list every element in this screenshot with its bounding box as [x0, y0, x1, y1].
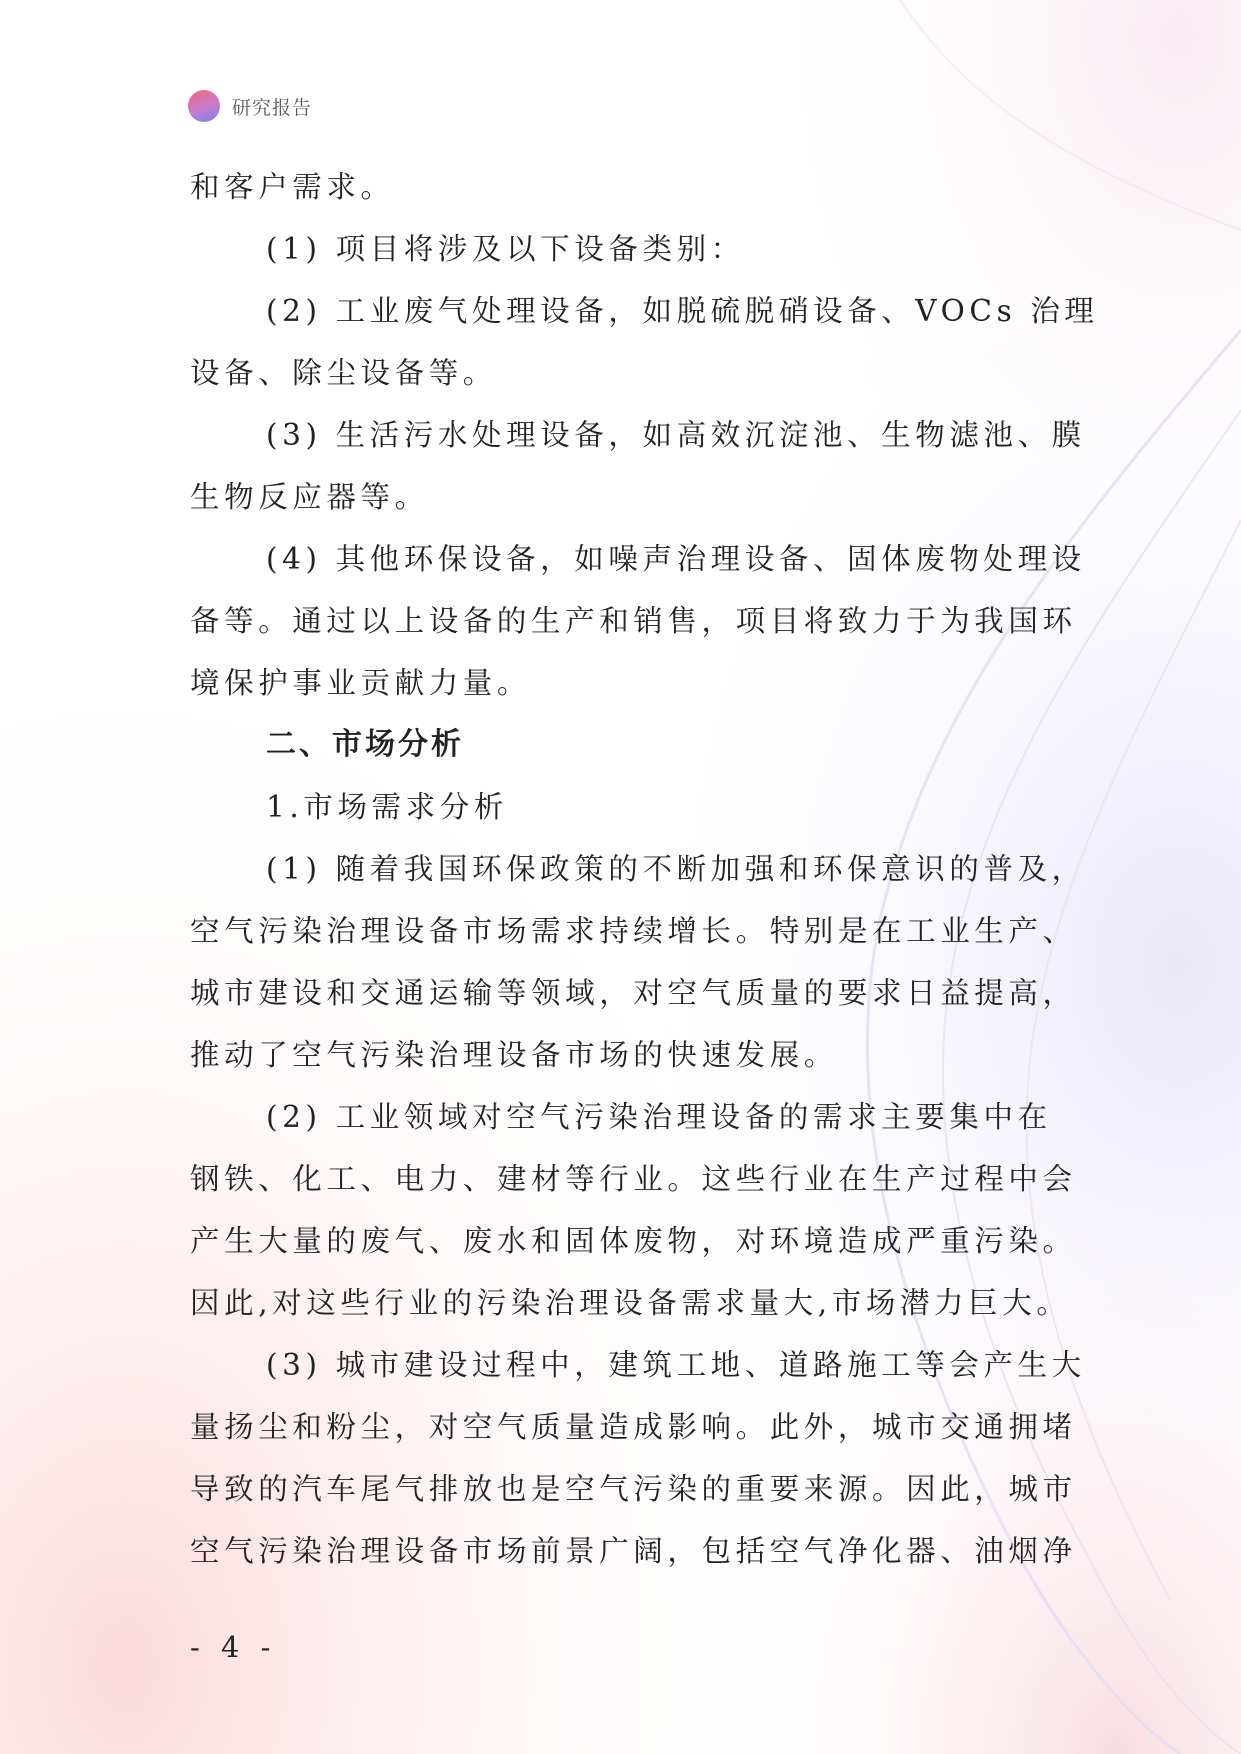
document-body [190, 156, 1099, 1582]
text-line: (1) 项目将涉及以下设备类别： [266, 232, 745, 266]
text-line: 因此,对这些行业的污染治理设备需求量大,市场潜力巨大。 [190, 1286, 1071, 1320]
text-line: 钢铁、化工、电力、建材等行业。这些行业在生产过程中会 [190, 1162, 1077, 1196]
text-line: 境保护事业贡献力量。 [190, 666, 532, 700]
text-line: 生物反应器等。 [190, 480, 429, 514]
text-line: 和客户需求。 [190, 170, 395, 204]
text-line: 设备、除尘设备等。 [190, 356, 497, 390]
report-header [188, 88, 312, 124]
text-line: (4) 其他环保设备，如噪声治理设备、固体废物处理设 [266, 542, 1086, 576]
logo-circle-icon [188, 90, 220, 122]
text-line: (3) 生活污水处理设备，如高效沉淀池、生物滤池、膜 [266, 418, 1086, 452]
text-line: 产生大量的废气、废水和固体废物，对环境造成严重污染。 [190, 1224, 1077, 1258]
text-line: (2) 工业废气处理设备，如脱硫脱硝设备、VOCs 治理 [266, 294, 1099, 328]
text-line: (1) 随着我国环保政策的不断加强和环保意识的普及， [266, 852, 1086, 886]
subsection-heading: 1.市场需求分析 [266, 790, 508, 824]
text-line: 空气污染治理设备市场需求持续增长。特别是在工业生产、 [190, 914, 1077, 948]
text-line: 量扬尘和粉尘，对空气质量造成影响。此外，城市交通拥堵 [190, 1410, 1077, 1444]
section-heading: 二、市场分析 [266, 727, 464, 762]
text-line: 推动了空气污染治理设备市场的快速发展。 [190, 1038, 838, 1072]
text-line: 城市建设和交通运输等领域，对空气质量的要求日益提高， [190, 976, 1077, 1010]
header-title: 研究报告 [232, 96, 313, 119]
text-line: 导致的汽车尾气排放也是空气污染的重要来源。因此，城市 [190, 1472, 1077, 1506]
text-line: 空气污染治理设备市场前景广阔，包括空气净化器、油烟净 [190, 1534, 1077, 1568]
page-number: - 4 - [190, 1630, 277, 1664]
text-line: (2) 工业领域对空气污染治理设备的需求主要集中在 [266, 1100, 1052, 1134]
text-line: 备等。通过以上设备的生产和销售，项目将致力于为我国环 [190, 604, 1077, 638]
text-line: (3) 城市建设过程中，建筑工地、道路施工等会产生大 [266, 1348, 1086, 1382]
